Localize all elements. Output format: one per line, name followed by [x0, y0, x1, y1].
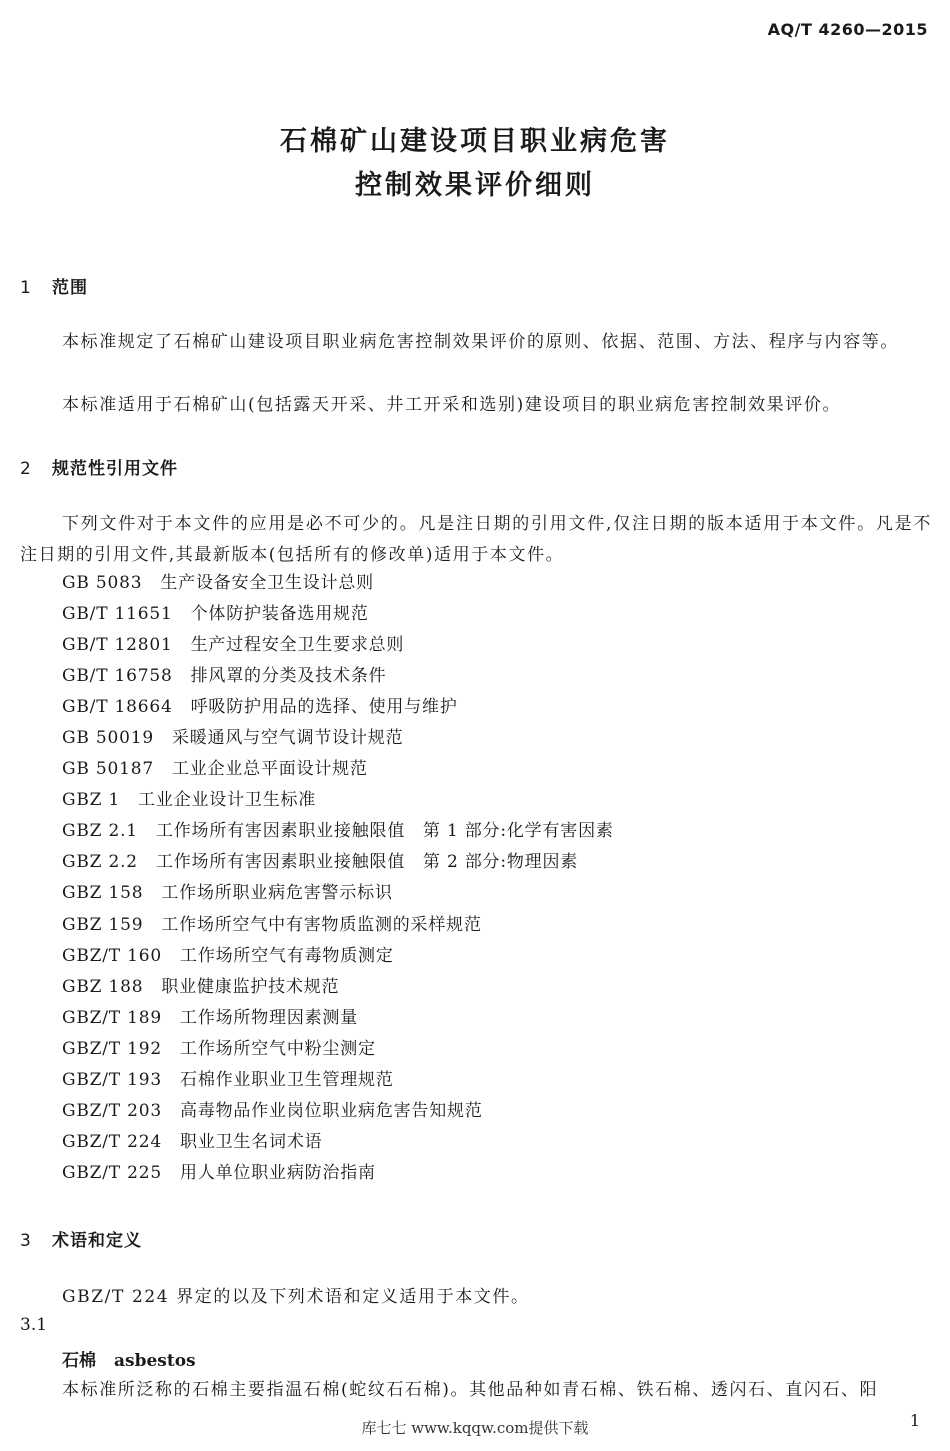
reference-item — [62, 878, 614, 909]
reference-code: GBZ/T 192 — [62, 1038, 163, 1059]
section-2-intro: 下列文件对于本文件的应用是必不可少的。凡是注日期的引用文件,仅注日期的版本适用于本文件。凡是不注日期的引用文件,其最新版本(包括所有的修改单)适用于本文件。 — [20, 514, 932, 565]
section-number: 3 — [20, 1231, 32, 1251]
section-1-paragraph-2: 本标准适用于石棉矿山(包括露天开采、井工开采和选别)建设项目的职业病危害控制效果评价。 — [62, 395, 842, 415]
reference-title: 工作场所物理因素测量 — [180, 1007, 359, 1028]
section-title: 规范性引用文件 — [52, 459, 178, 479]
reference-title: 工作场所职业病危害警示标识 — [161, 883, 393, 904]
term-chinese: 石棉 — [62, 1351, 96, 1371]
reference-code: GB 5083 — [62, 573, 143, 593]
term-english: asbestos — [114, 1351, 196, 1371]
reference-item — [62, 1034, 614, 1065]
reference-item — [62, 1127, 614, 1158]
section-3-intro: GBZ/T 224 界定的以及下列术语和定义适用于本文件。 — [62, 1287, 530, 1307]
reference-code: GBZ 188 — [62, 976, 144, 997]
reference-item — [62, 785, 614, 816]
reference-code: GB/T 18664 — [62, 697, 173, 718]
standard-code: AQ/T 4260—2015 — [767, 20, 928, 39]
reference-code: GBZ 1 — [62, 790, 121, 811]
reference-item — [62, 1158, 614, 1189]
reference-code: GBZ/T 160 — [62, 945, 163, 966]
section-2-heading — [20, 454, 178, 479]
reference-code: GB/T 12801 — [62, 635, 173, 656]
reference-item — [62, 847, 614, 878]
reference-item — [62, 972, 614, 1003]
section-title: 术语和定义 — [52, 1231, 142, 1251]
reference-title: 工业企业设计卫生标准 — [138, 790, 317, 811]
section-1-paragraph-1: 本标准规定了石棉矿山建设项目职业病危害控制效果评价的原则、依据、范围、方法、程序与内容等。 — [62, 332, 899, 352]
reference-item — [62, 599, 614, 630]
reference-title: 职业卫生名词术语 — [180, 1131, 323, 1152]
reference-code: GBZ 159 — [62, 914, 144, 935]
reference-code: GBZ 2.2 — [62, 852, 138, 873]
reference-title: 生产设备安全卫生设计总则 — [160, 573, 374, 593]
reference-item — [62, 723, 614, 754]
reference-code: GBZ 158 — [62, 883, 144, 904]
reference-item — [62, 1096, 614, 1127]
section-number: 1 — [20, 278, 32, 298]
reference-item — [62, 910, 614, 941]
reference-title: 个体防护装备选用规范 — [190, 604, 369, 625]
reference-title: 排风罩的分类及技术条件 — [190, 666, 387, 687]
reference-item — [62, 661, 614, 692]
term-number: 3.1 — [20, 1315, 48, 1335]
normative-references-list — [62, 568, 614, 1189]
reference-item — [62, 941, 614, 972]
reference-title: 工作场所有害因素职业接触限值 第 2 部分:物理因素 — [155, 852, 579, 873]
reference-item — [62, 816, 614, 847]
reference-title: 工作场所空气有毒物质测定 — [180, 945, 394, 966]
term-definition: 本标准所泛称的石棉主要指温石棉(蛇纹石石棉)。其他品种如青石棉、铁石棉、透闪石、直闪石、阳 — [62, 1380, 879, 1400]
term-name — [62, 1346, 196, 1371]
reference-code: GBZ 2.1 — [62, 821, 138, 842]
reference-title: 工作场所空气中粉尘测定 — [180, 1038, 376, 1059]
reference-code: GBZ/T 193 — [62, 1069, 163, 1090]
reference-item — [62, 630, 614, 661]
section-3-heading — [20, 1226, 142, 1251]
reference-code: GB/T 11651 — [62, 604, 173, 625]
page-number: 1 — [909, 1411, 920, 1430]
reference-code: GB 50019 — [62, 728, 154, 749]
reference-title: 呼吸防护用品的选择、使用与维护 — [190, 697, 458, 718]
document-title-line-1: 石棉矿山建设项目职业病危害 — [280, 126, 670, 157]
reference-title: 职业健康监护技术规范 — [161, 976, 340, 997]
reference-title: 工作场所有害因素职业接触限值 第 1 部分:化学有害因素 — [155, 821, 614, 842]
reference-title: 采暖通风与空气调节设计规范 — [171, 728, 404, 749]
reference-code: GBZ/T 203 — [62, 1100, 163, 1121]
document-title-line-2: 控制效果评价细则 — [355, 170, 595, 201]
reference-code: GB 50187 — [62, 759, 154, 780]
reference-code: GBZ/T 224 — [62, 1131, 163, 1152]
reference-title: 工业企业总平面设计规范 — [171, 759, 368, 780]
reference-title: 生产过程安全卫生要求总则 — [190, 635, 405, 656]
section-number: 2 — [20, 459, 32, 479]
reference-item — [62, 1065, 614, 1096]
reference-code: GBZ/T 189 — [62, 1007, 163, 1028]
reference-item — [62, 1003, 614, 1034]
reference-title: 高毒物品作业岗位职业病危害告知规范 — [180, 1100, 483, 1121]
reference-code: GB/T 16758 — [62, 666, 173, 687]
footer-watermark: 库七七 www.kqqw.com提供下载 — [361, 1419, 589, 1437]
reference-title: 用人单位职业病防治指南 — [180, 1162, 376, 1183]
section-1-heading — [20, 273, 88, 298]
reference-item — [62, 754, 614, 785]
reference-item — [62, 692, 614, 723]
section-title: 范围 — [52, 278, 88, 298]
reference-title: 石棉作业职业卫生管理规范 — [180, 1069, 394, 1090]
reference-item — [62, 568, 614, 599]
reference-title: 工作场所空气中有害物质监测的采样规范 — [161, 914, 482, 935]
reference-code: GBZ/T 225 — [62, 1162, 163, 1183]
